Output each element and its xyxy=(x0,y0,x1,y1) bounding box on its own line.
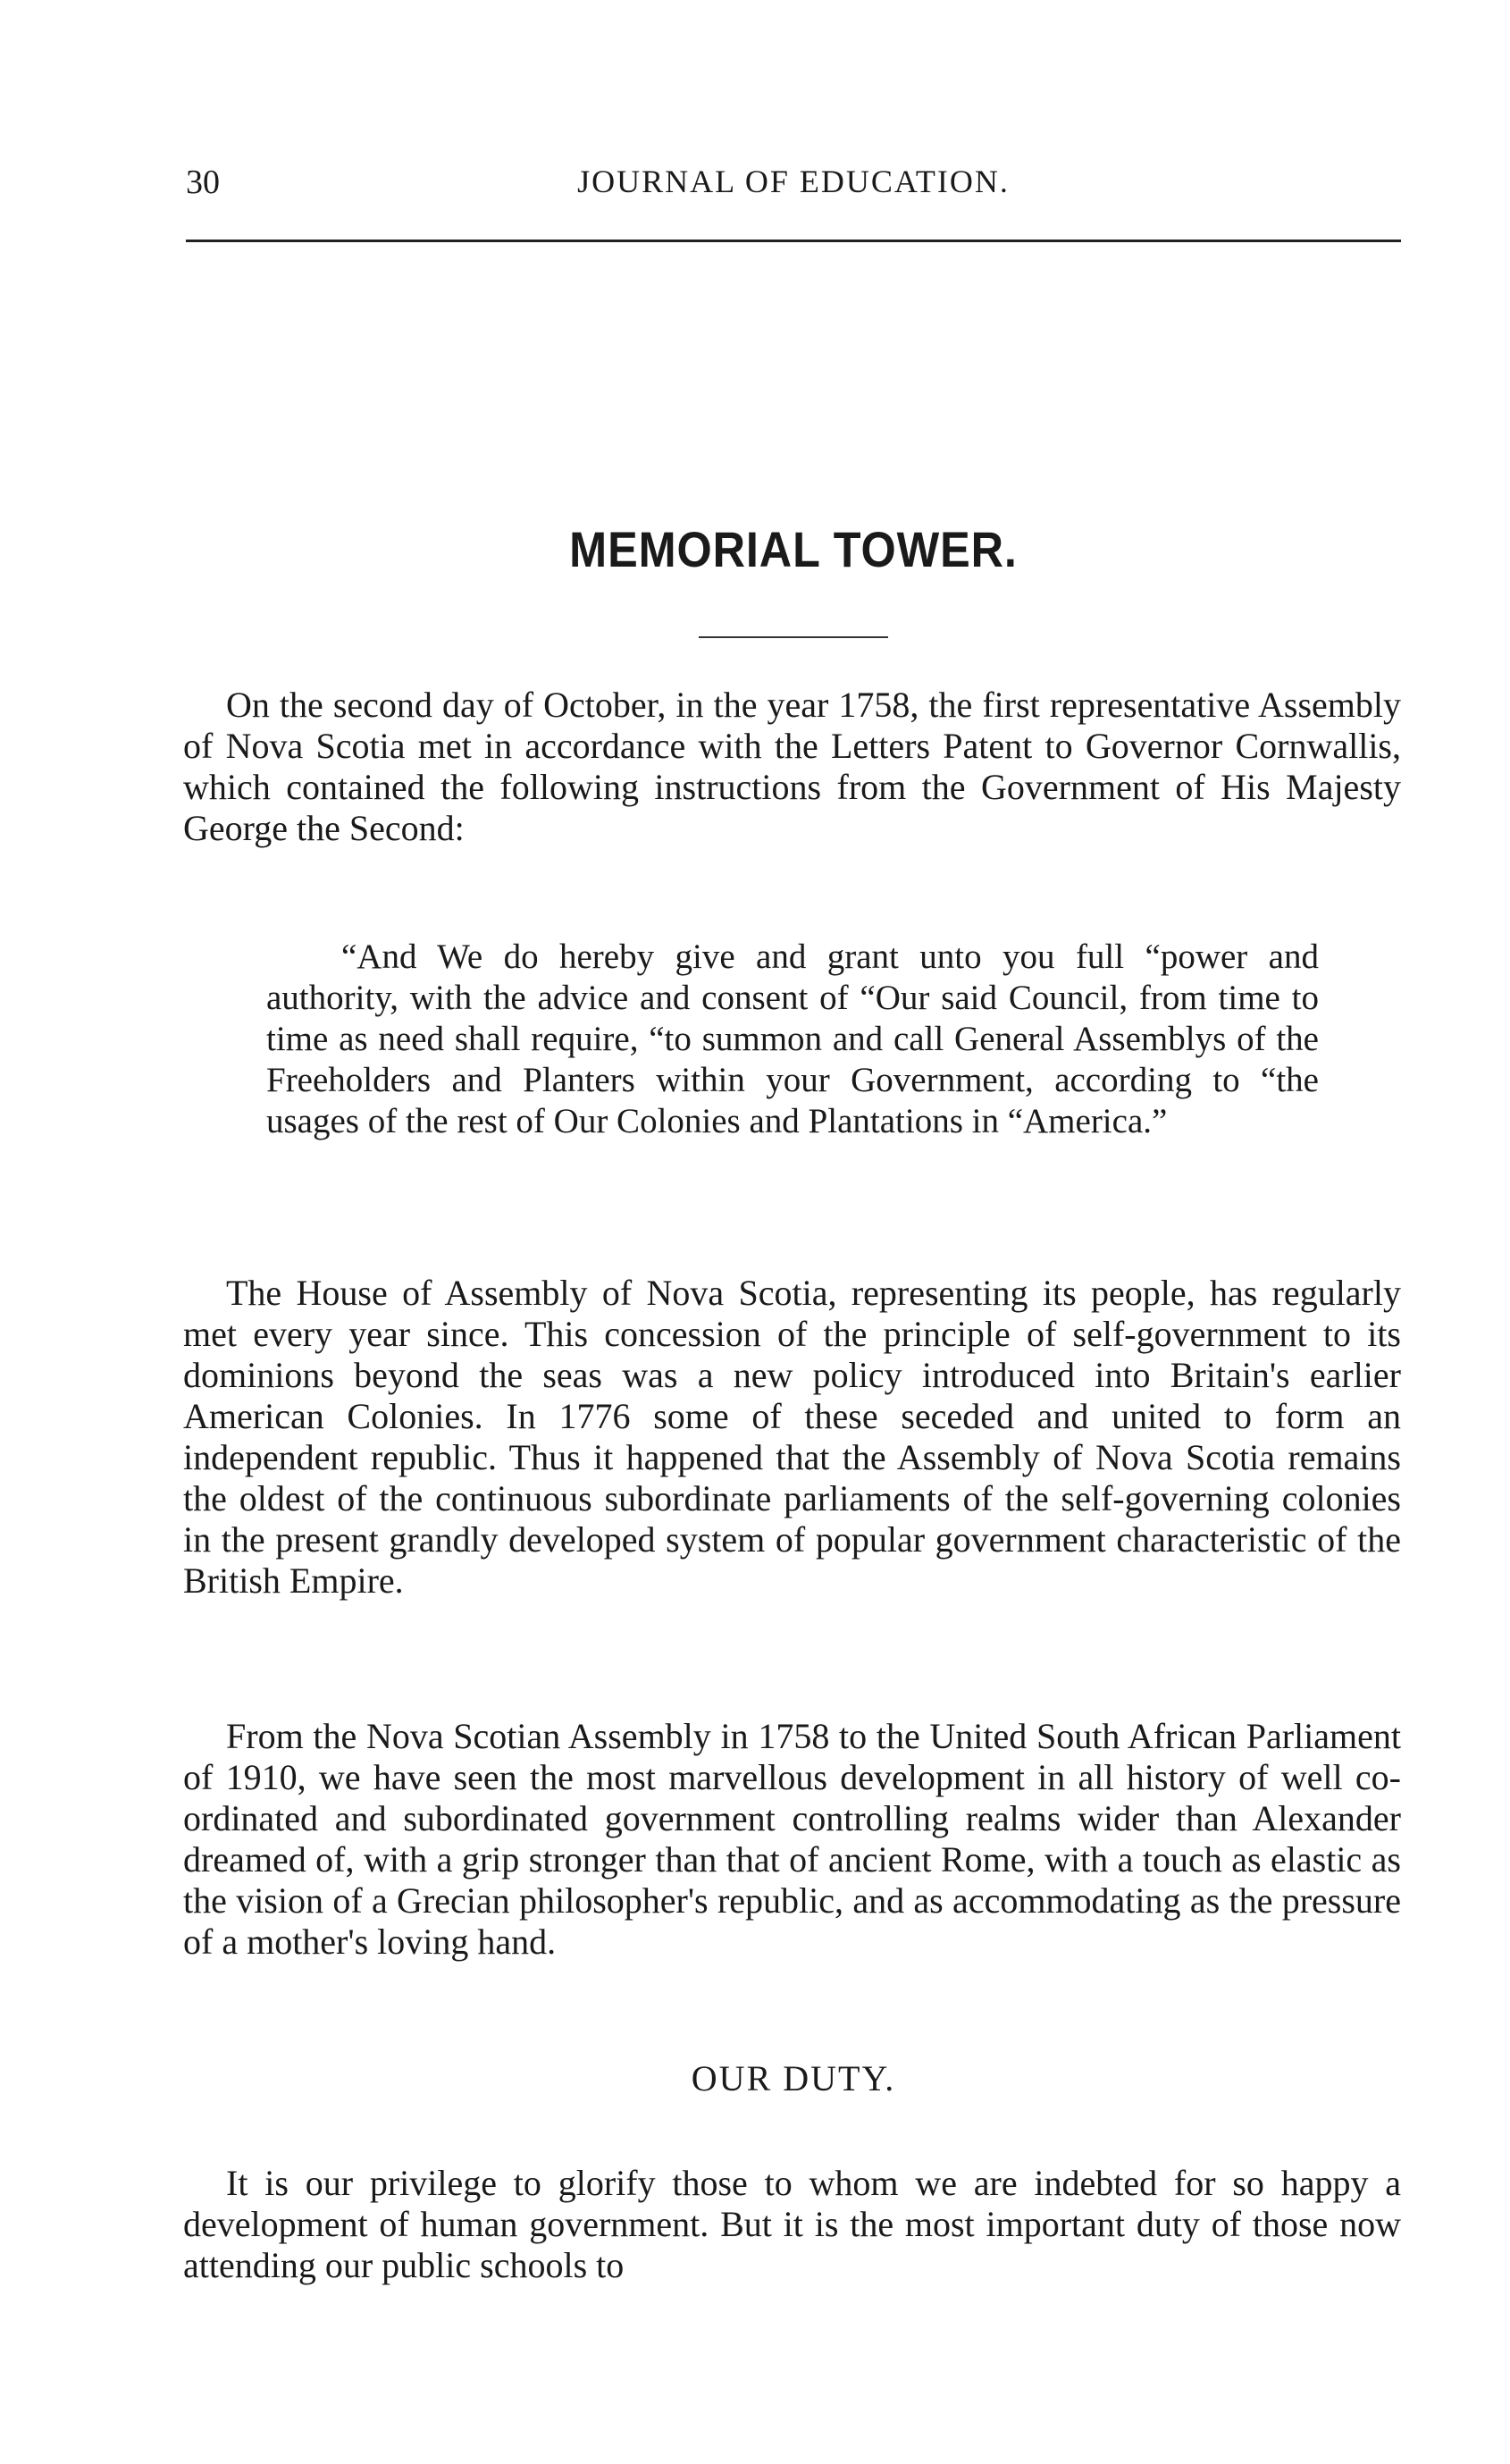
article-title: MEMORIAL TOWER. xyxy=(569,521,1018,577)
running-title: JOURNAL OF EDUCATION. xyxy=(577,164,1010,199)
title-divider xyxy=(699,636,888,638)
section-heading-our-duty: OUR DUTY. xyxy=(691,2058,896,2098)
page-number: 30 xyxy=(186,164,220,201)
paragraph-development: From the Nova Scotian Assembly in 1758 to the United South African Parliament of 1910, we have seen the most marvellous development in all history of well co-ordinated and subordinated government controlling realms wider than Alexander dreamed of, with a grip stronger than that of ancient Rome, with a touch as elastic as the vision of a Grecian philosopher's republic, and as accommodating as the pressure of a mother's loving hand. xyxy=(183,1716,1401,1962)
page-header xyxy=(186,163,1401,211)
quoted-instructions: “And We do hereby give and grant unto you full “power and authority, with the advice and consent of “Our said Council, from time to time as need shall require, “to summon and call General Assemblys of the Freeholders and Planters within your Government, according to “the usages of the rest of Our Colonies and Plantations in “America.” xyxy=(266,938,1319,1140)
paragraph-our-duty: It is our privilege to glorify those to whom we are indebted for so happy a development of human government. But it is the most important duty of those now attending our public schools to xyxy=(183,2163,1401,2285)
header-rule xyxy=(186,240,1401,242)
paragraph-house-of-assembly: The House of Assembly of Nova Scotia, representing its people, has regularly met every year since. This concession of the principle of self-government to its dominions beyond the seas was a new policy introduced into Britain's earlier American Colonies. In 1776 some of these seceded and united to form an independent republic. Thus it happened that the Assembly of Nova Scotia remains the oldest of the continuous subordinate parliaments of the self-governing colonies in the present grandly developed system of popular government characteristic of the British Empire. xyxy=(183,1273,1401,1601)
paragraph-intro: On the second day of October, in the year 1758, the first representative Assembly of Nova Scotia met in accordance with the Letters Patent to Governor Cornwallis, which contained the following instructions from the Government of His Majesty George the Second: xyxy=(183,685,1401,848)
